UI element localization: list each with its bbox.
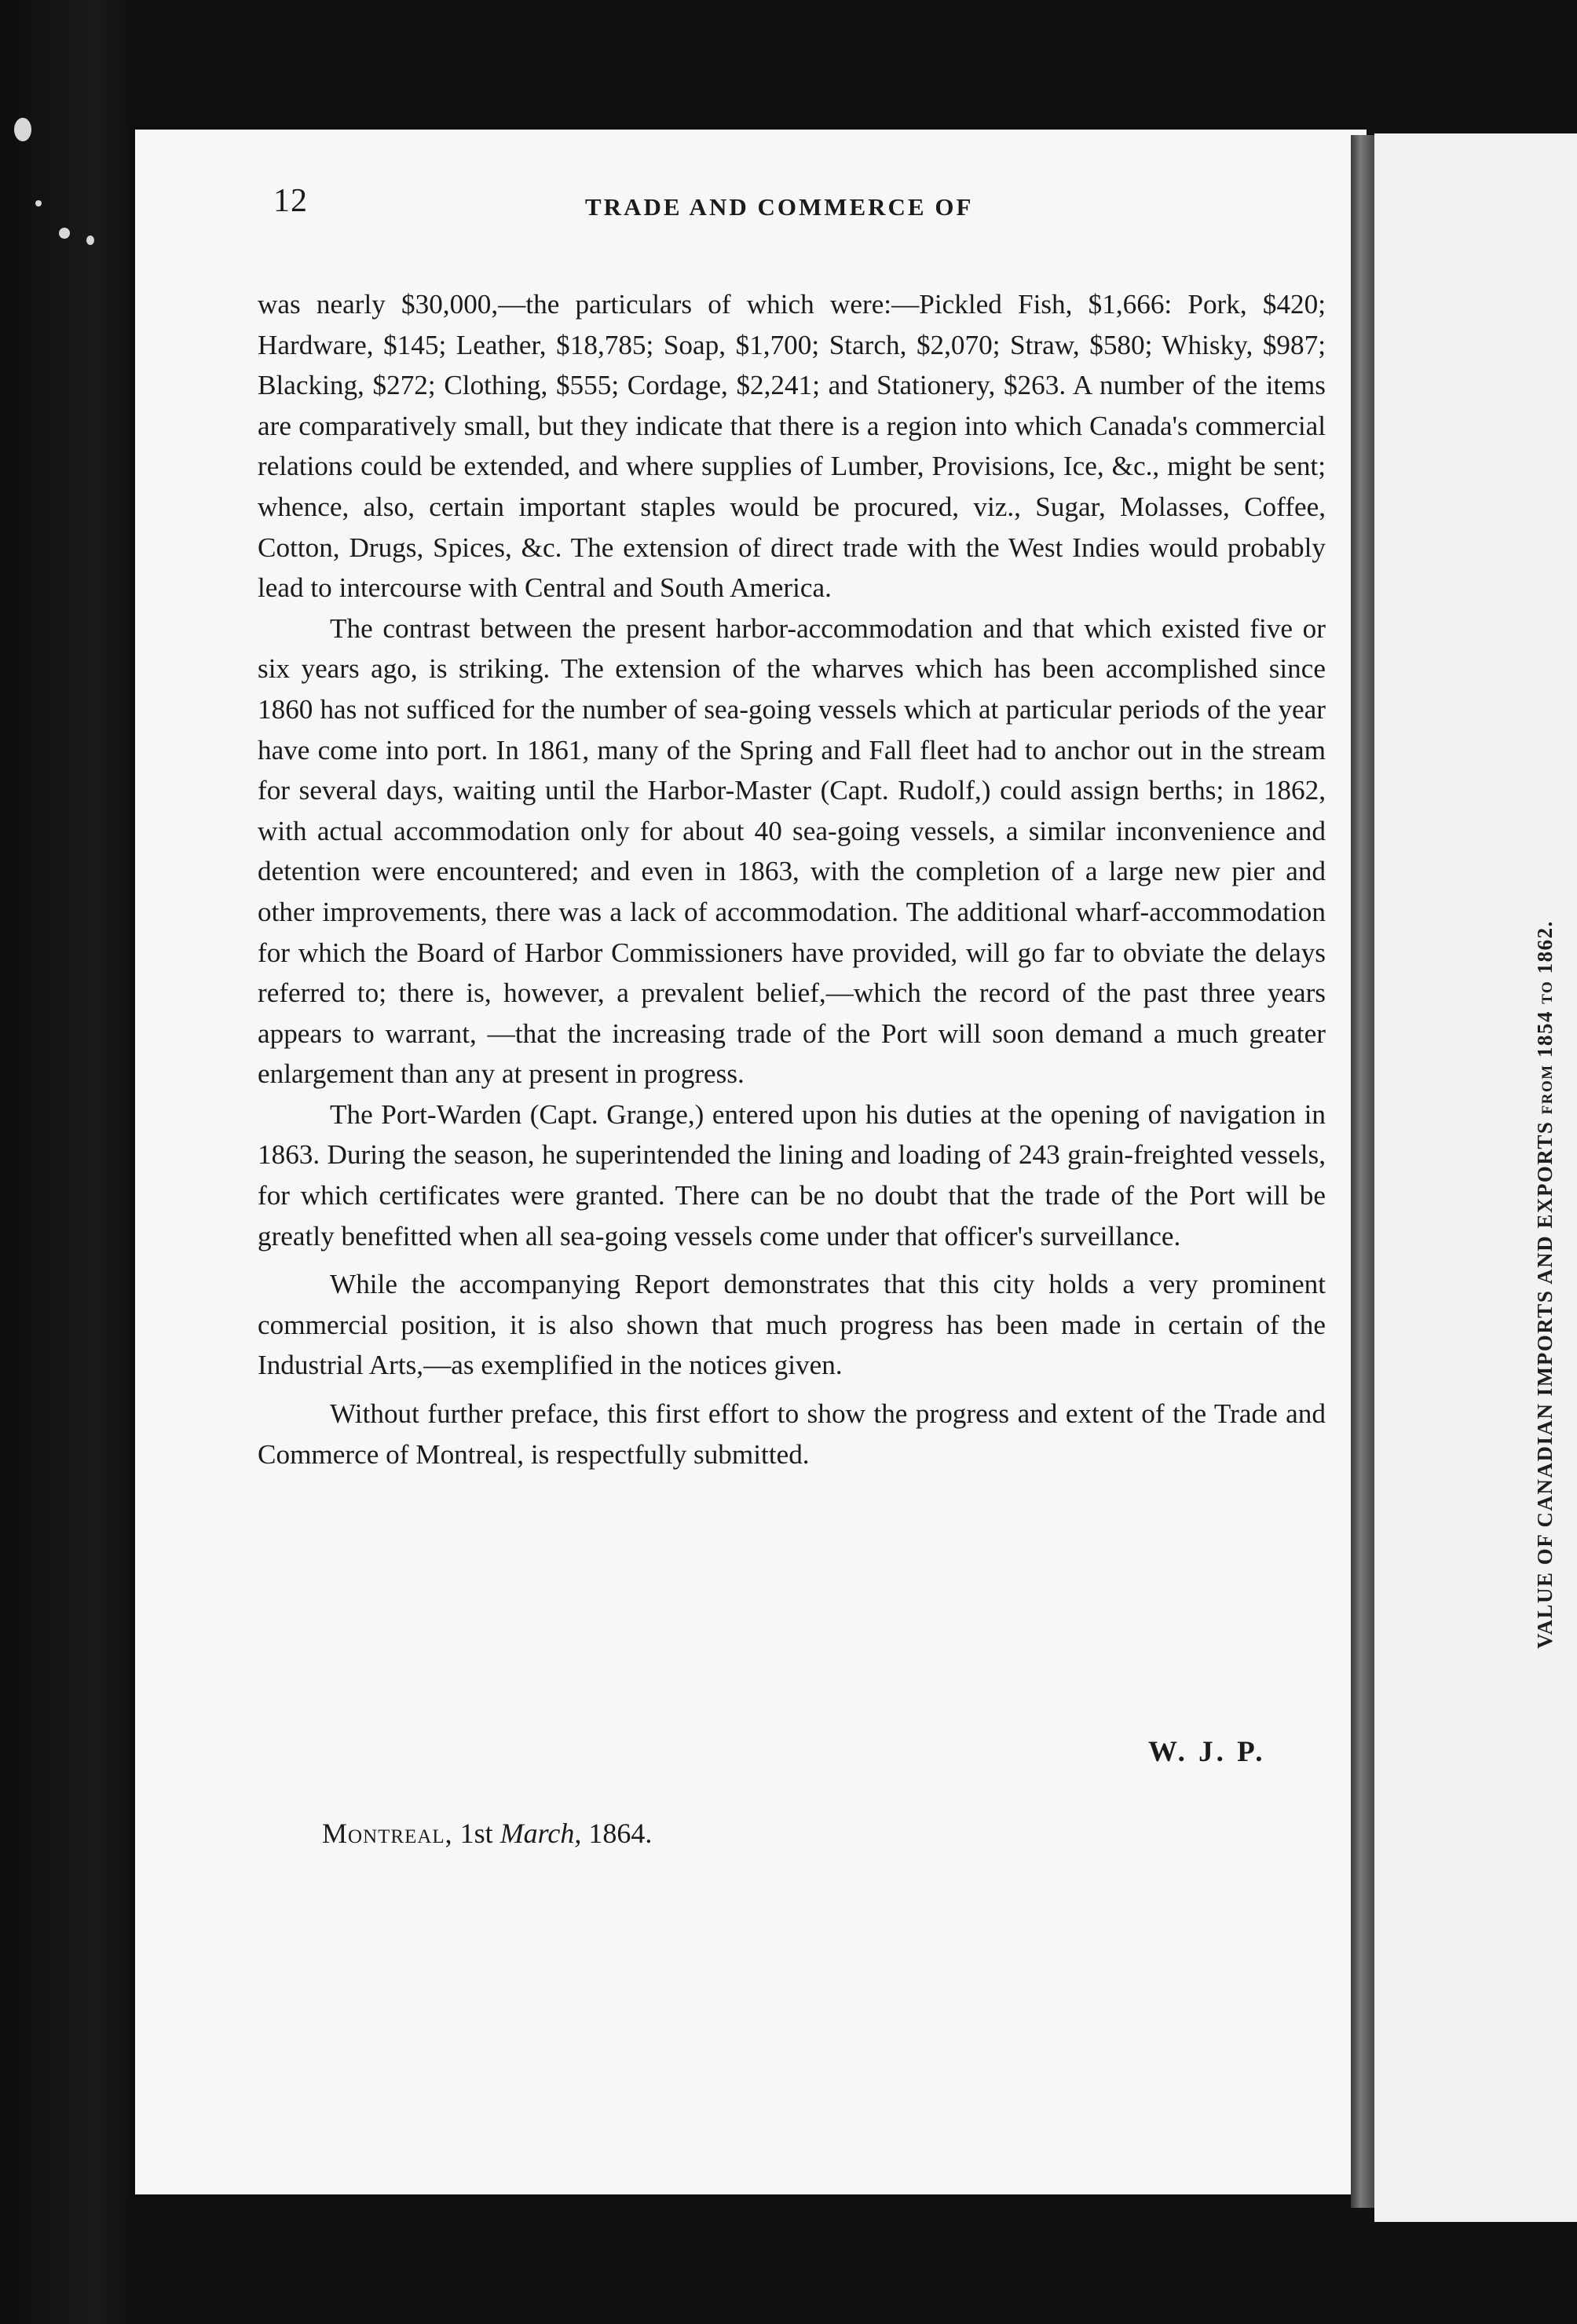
dateline (322, 1817, 652, 1850)
paragraph: The Port-Warden (Capt. Grange,) entered upon his duties at the opening of navigation in 1863. During the season, he superintended the lining and loading of 243 grain-freighted vessels, for which certificates were granted. There can be no doubt that the trade of the Port will be greatly benefitted when all sea-going vessels come under that officer's surveillance. (258, 1098, 1326, 1252)
side-title-range: 1854 (1533, 1010, 1557, 1058)
side-title-main: VALUE OF CANADIAN IMPORTS AND EXPORTS (1533, 1120, 1557, 1649)
side-title-to: TO (1539, 980, 1556, 1004)
dateline-place: Montreal, (322, 1818, 453, 1849)
dateline-day: 1st (459, 1818, 493, 1849)
side-page-title (1533, 920, 1557, 1649)
running-head: TRADE AND COMMERCE OF (585, 193, 974, 221)
paragraph: While the accompanying Report demonstrates that this city holds a very prominent commercial position, it is also shown that much progress has been made in certain of the Industrial Arts,—as exemplified in the notices given. (258, 1269, 1326, 1381)
paragraph: Without further preface, this first effort to show the progress and extent of the Trade and Commerce of Montreal, is respectfully submitted. (258, 1398, 1326, 1470)
side-title-from: FROM (1539, 1064, 1556, 1115)
paragraph: The contrast between the present harbor-accommodation and that which existed five or six years ago, is striking. The extension of the wharves which has been accomplished since 1860 has not sufficed for the number of sea-going vessels which at particular periods of the year have come into port. In 1861, many of the Spring and Fall fleet had to anchor out in the stream for several days, waiting until the Harbor-Master (Capt. Rudolf,) could assign berths; in 1862, with actual accommodation only for about 40 sea-going vessels, a similar inconvenience and detention were encountered; and even in 1863, with the completion of a large new pier and other improvements, there was a lack of accommodation. The additional wharf-accommodation for which the Board of Harbor Commissioners have provided, will go far to obviate the delays referred to; there is, however, a prevalent belief,—which the record of the past three years appears to warrant, —that the increasing trade of the Port will soon demand a much greater enlargement than any at present in progress. (258, 612, 1326, 1090)
side-title-end: 1862. (1533, 920, 1557, 974)
dust-speck (14, 118, 31, 141)
dateline-month: March, (499, 1818, 582, 1849)
paragraph: was nearly $30,000,—the particulars of which were:—Pickled Fish, $1,666: Pork, $420; Hardware, $145; Leather, $18,785; Soap, $1,700; Starch, $2,070; Straw, $580; Whisky, $987; Blacking, $272; Clothing, $555; Cordage, $2,241; and Stationery, $263. A number of the items are comparatively small, but they indicate that there is a region into which Canada's commercial relations could be extended, and where supplies of Lumber, Provisions, Ice, &c., might be sent; whence, also, certain important staples would be procured, viz., Sugar, Molasses, Coffee, Cotton, Drugs, Spices, &c. The extension of direct trade with the West Indies would probably lead to intercourse with Central and South America. (258, 289, 1326, 604)
body-text (258, 284, 1326, 1474)
dust-speck (86, 236, 94, 245)
page-number: 12 (273, 183, 308, 219)
dust-speck (59, 228, 70, 239)
page-gutter-edge (1351, 135, 1374, 2208)
dateline-year: 1864. (588, 1818, 653, 1849)
dust-speck (35, 200, 42, 206)
signature-initials: W. J. P. (1148, 1736, 1266, 1768)
